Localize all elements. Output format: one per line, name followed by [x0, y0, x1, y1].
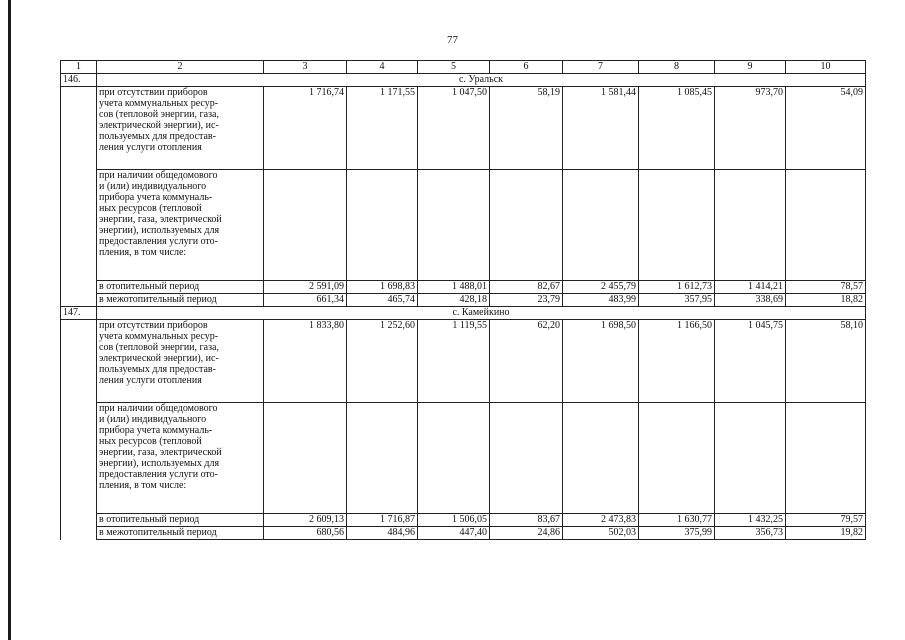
column-header: 4: [347, 61, 418, 74]
column-header: 1: [61, 61, 97, 74]
value-cell: [715, 170, 786, 281]
blank-cell: [61, 403, 97, 514]
value-cell: 1 171,55: [347, 87, 418, 170]
blank-cell: [61, 87, 97, 170]
value-cell: 2 609,13: [264, 514, 347, 527]
value-cell: 2 591,09: [264, 281, 347, 294]
column-header: 9: [715, 61, 786, 74]
settlement-name: с. Уральск: [97, 74, 866, 87]
value-cell: 973,70: [715, 87, 786, 170]
value-cell: [563, 403, 639, 514]
blank-cell: [61, 294, 97, 307]
blank-cell: [61, 320, 97, 403]
value-cell: 83,67: [490, 514, 563, 527]
value-cell: 661,34: [264, 294, 347, 307]
tariff-table: [60, 60, 866, 540]
value-cell: [563, 170, 639, 281]
value-cell: 1 045,75: [715, 320, 786, 403]
value-cell: 484,96: [347, 527, 418, 540]
value-cell: [715, 403, 786, 514]
value-cell: [786, 170, 866, 281]
value-cell: 1 581,44: [563, 87, 639, 170]
column-header: 5: [418, 61, 490, 74]
value-cell: 1 252,60: [347, 320, 418, 403]
value-cell: 23,79: [490, 294, 563, 307]
value-cell: 447,40: [418, 527, 490, 540]
table-row: [61, 514, 866, 527]
value-cell: 58,10: [786, 320, 866, 403]
value-cell: 2 473,83: [563, 514, 639, 527]
value-cell: 1 833,80: [264, 320, 347, 403]
value-cell: 54,09: [786, 87, 866, 170]
table-row: [61, 320, 866, 403]
value-cell: 502,03: [563, 527, 639, 540]
table-row: [61, 170, 866, 281]
value-cell: 82,67: [490, 281, 563, 294]
value-cell: 465,74: [347, 294, 418, 307]
value-cell: 1 119,55: [418, 320, 490, 403]
column-number-header: [61, 61, 866, 74]
value-cell: [418, 170, 490, 281]
value-cell: 62,20: [490, 320, 563, 403]
value-cell: 78,57: [786, 281, 866, 294]
column-header: 6: [490, 61, 563, 74]
value-cell: [639, 170, 715, 281]
column-header: 3: [264, 61, 347, 74]
value-cell: 2 455,79: [563, 281, 639, 294]
value-cell: 1 432,25: [715, 514, 786, 527]
value-cell: [490, 170, 563, 281]
table-row: [61, 527, 866, 540]
row-description: при отсутствии приборов учета коммунальных ресур- сов (тепловой энергии, газа, электрической энергии), ис- пользуемых для предостав- ления услуги отопления: [97, 87, 264, 170]
value-cell: 356,73: [715, 527, 786, 540]
value-cell: 1 612,73: [639, 281, 715, 294]
blank-cell: [61, 281, 97, 294]
value-cell: [418, 403, 490, 514]
value-cell: 1 630,77: [639, 514, 715, 527]
settlement-row: [61, 307, 866, 320]
value-cell: 1 414,21: [715, 281, 786, 294]
section-index: 146.: [61, 74, 97, 87]
blank-cell: [61, 170, 97, 281]
value-cell: 375,99: [639, 527, 715, 540]
value-cell: [347, 170, 418, 281]
column-header: 7: [563, 61, 639, 74]
value-cell: [347, 403, 418, 514]
value-cell: [264, 403, 347, 514]
table-row: [61, 403, 866, 514]
column-header: 10: [786, 61, 866, 74]
table-row: [61, 281, 866, 294]
value-cell: 18,82: [786, 294, 866, 307]
value-cell: 1 698,50: [563, 320, 639, 403]
row-description: в межотопительный период: [97, 294, 264, 307]
column-header: 2: [97, 61, 264, 74]
value-cell: [639, 403, 715, 514]
page-number: 77: [447, 34, 458, 46]
value-cell: 1 716,74: [264, 87, 347, 170]
value-cell: 1 166,50: [639, 320, 715, 403]
value-cell: 1 506,05: [418, 514, 490, 527]
value-cell: 1 698,83: [347, 281, 418, 294]
value-cell: 338,69: [715, 294, 786, 307]
row-description: при наличии общедомового и (или) индивидуального прибора учета коммуналь- ных ресурсов (тепловой энергии, газа, электрической энергии), используемых для предоставления услуги ото- пления, в том числе:: [97, 170, 264, 281]
row-description: при наличии общедомового и (или) индивидуального прибора учета коммуналь- ных ресурсов (тепловой энергии, газа, электрической энергии), используемых для предоставления услуги ото- пления, в том числе:: [97, 403, 264, 514]
value-cell: [490, 403, 563, 514]
row-description: в отопительный период: [97, 281, 264, 294]
section-index: 147.: [61, 307, 97, 320]
value-cell: 1 716,87: [347, 514, 418, 527]
row-description: в межотопительный период: [97, 527, 264, 540]
column-header: 8: [639, 61, 715, 74]
table-row: [61, 87, 866, 170]
value-cell: 1 047,50: [418, 87, 490, 170]
value-cell: 680,56: [264, 527, 347, 540]
value-cell: 357,95: [639, 294, 715, 307]
value-cell: 1 488,01: [418, 281, 490, 294]
value-cell: 428,18: [418, 294, 490, 307]
left-margin-rule: [8, 0, 11, 640]
table-row: [61, 294, 866, 307]
settlement-name: с. Камейкино: [97, 307, 866, 320]
value-cell: 19,82: [786, 527, 866, 540]
value-cell: 483,99: [563, 294, 639, 307]
value-cell: [786, 403, 866, 514]
row-description: в отопительный период: [97, 514, 264, 527]
blank-cell: [61, 514, 97, 527]
value-cell: [264, 170, 347, 281]
value-cell: 58,19: [490, 87, 563, 170]
settlement-row: [61, 74, 866, 87]
value-cell: 79,57: [786, 514, 866, 527]
blank-cell: [61, 527, 97, 540]
value-cell: 1 085,45: [639, 87, 715, 170]
value-cell: 24,86: [490, 527, 563, 540]
row-description: при отсутствии приборов учета коммунальных ресур- сов (тепловой энергии, газа, электрической энергии), ис- пользуемых для предостав- ления услуги отопления: [97, 320, 264, 403]
